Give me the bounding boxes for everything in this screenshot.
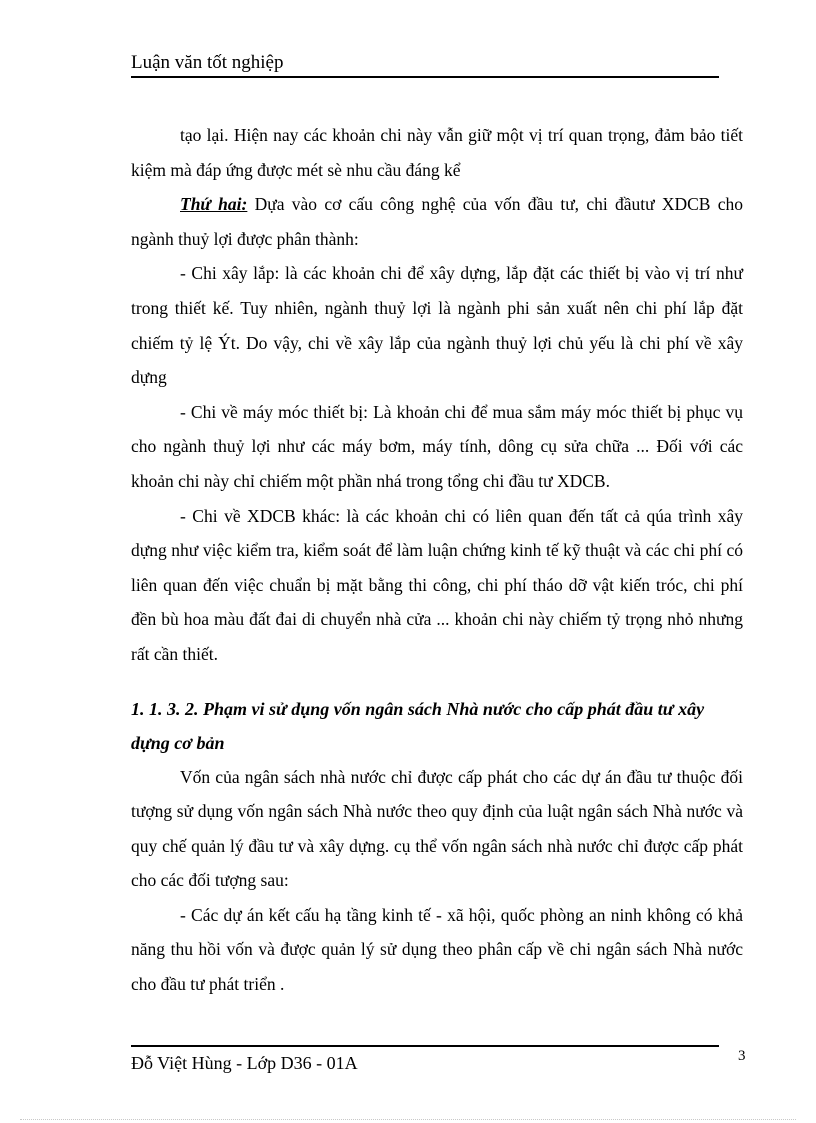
paragraph-2 xyxy=(131,187,743,256)
paragraph-2-text: Dựa vào cơ cấu công nghệ của vốn đầu tư, chi đầutư XDCB cho ngành thuỷ lợi được phân thành: xyxy=(131,194,743,249)
page-bottom-border xyxy=(20,1119,796,1120)
page-header-title: Luận văn tốt nghiệp xyxy=(131,52,284,73)
document-body xyxy=(131,118,743,1002)
paragraph-7: - Các dự án kết cấu hạ tầng kinh tế - xã hội, quốc phòng an ninh không có khả năng thu hồi vốn và được quản lý sử dụng theo phân cấp về chi ngân sách Nhà nước cho đầu tư phát triển . xyxy=(131,904,743,995)
footer-divider xyxy=(131,1045,719,1047)
paragraph-5: - Chi về XDCB khác: là các khoản chi có liên quan đến tất cả qúa trình xây dựng như việc kiểm tra, kiểm soát để làm luận chứng kinh tế kỹ thuật và các chi phí có liên quan đến việc chuẩn bị mặt bằng thi công, chi phí tháo dỡ vật kiến tróc, chi phí đền bù hoa màu đất đai di chuyển nhà cửa ... khoản chi này chiếm tỷ trọng nhỏ nhưng rất cần thiết. xyxy=(131,505,743,664)
paragraph-4: - Chi về máy móc thiết bị: Là khoản chi để mua sắm máy móc thiết bị phục vụ cho ngành thuỷ lợi như các máy bơm, máy tính, dông cụ sửa chữa ... Đối với các khoản chi này chỉ chiếm một phần nhá trong tổng chi đầu tư XDCB. xyxy=(131,401,743,491)
section-heading: 1. 1. 3. 2. Phạm vi sử dụng vốn ngân sách Nhà nước cho cấp phát đầu tư xây dựng cơ bản xyxy=(131,698,705,753)
footer-author: Đỗ Việt Hùng - Lớp D36 - 01A xyxy=(131,1053,358,1073)
paragraph-6: Vốn của ngân sách nhà nước chỉ được cấp phát cho các dự án đầu tư thuộc đối tượng sử dụng vốn ngân sách Nhà nước theo quy định của luật ngân sách Nhà nước và quy chế quản lý đầu tư và xây dựng. cụ thể vốn ngân sách nhà nước chỉ được cấp phát cho các đối tượng sau: xyxy=(131,766,743,891)
paragraph-1: tạo lại. Hiện nay các khoản chi này vẫn giữ một vị trí quan trọng, đảm bảo tiết kiệm mà đáp ứng được mét sè nhu cầu đáng kể xyxy=(131,125,743,180)
paragraph-2-label: Thứ hai: xyxy=(180,194,248,215)
page-number: 3 xyxy=(738,1048,746,1064)
header-divider xyxy=(131,76,719,78)
paragraph-3: - Chi xây lắp: là các khoản chi để xây dựng, lắp đặt các thiết bị vào vị trí như trong thiết kế. Tuy nhiên, ngành thuỷ lợi là ngành phi sản xuất nên chi phí lắp đặt chiếm tỷ lệ Ýt. Do vậy, chi về xây lắp của ngành thuỷ lợi chủ yếu là chi phí về xây dựng xyxy=(131,263,743,388)
